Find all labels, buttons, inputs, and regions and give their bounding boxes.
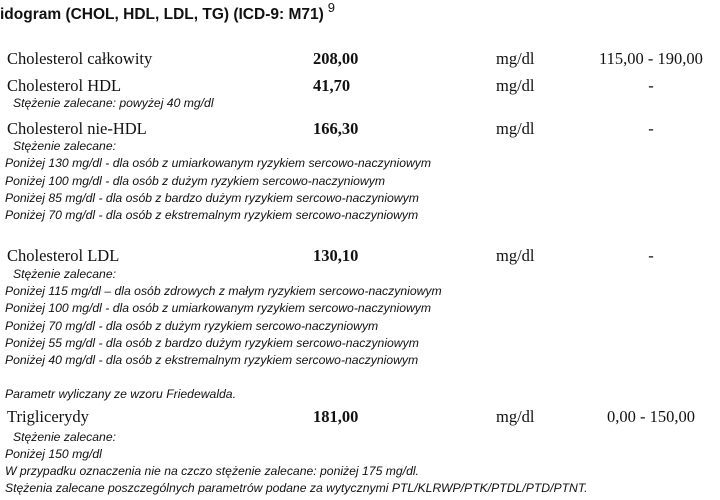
parameter-unit: mg/dl — [496, 49, 535, 68]
recommendation-note: Poniżej 150 mg/dl — [5, 447, 102, 461]
recommendation-note: Poniżej 115 mg/dl – dla osób zdrowych z małym ryzykiem sercowo-naczyniowym — [5, 284, 442, 298]
parameter-name: Cholesterol nie-HDL — [7, 119, 147, 138]
parameter-name: Triglicerydy — [7, 407, 89, 426]
reference-range: - — [648, 76, 654, 95]
parameter-name: Cholesterol całkowity — [7, 49, 153, 68]
recommendation-note: Poniżej 100 mg/dl - dla osób z umiarkowanym ryzykiem sercowo-naczyniowym — [5, 301, 432, 315]
panel-title — [0, 0, 335, 24]
reference-range: 115,00 - 190,00 — [599, 49, 703, 68]
recommendation-note-heading: Stężenie zalecane: — [13, 139, 116, 153]
recommendation-note: Poniżej 85 mg/dl - dla osób z bardzo dużym ryzykiem sercowo-naczyniowym — [5, 191, 419, 205]
result-row-cholesterol-ldl — [0, 246, 720, 266]
panel-title-text: idogram (CHOL, HDL, LDL, TG) (ICD-9: M71) — [0, 6, 324, 23]
result-row-cholesterol-non-hdl — [0, 119, 720, 139]
result-row-triglycerides — [0, 407, 720, 427]
result-row-cholesterol-total — [0, 49, 720, 69]
parameter-value: 181,00 — [313, 407, 359, 426]
parameter-unit: mg/dl — [496, 407, 535, 426]
calculation-method-note: Parametr wyliczany ze wzoru Friedewalda. — [5, 387, 236, 401]
recommendation-note: Poniżej 70 mg/dl - dla osób z dużym ryzykiem sercowo-naczyniowym — [5, 319, 379, 333]
parameter-value: 130,10 — [313, 246, 359, 265]
recommendation-note: Poniżej 70 mg/dl - dla osób z ekstremalnym ryzykiem sercowo-naczyniowym — [5, 208, 419, 222]
recommendation-note: Poniżej 40 mg/dl - dla osób z ekstremalnym ryzykiem sercowo-naczyniowym — [5, 353, 419, 367]
parameter-name: Cholesterol LDL — [7, 246, 120, 265]
guidelines-note: Stężenia zalecane poszczególnych parametrów podane za wytycznymi PTL/KLRWP/PTK/PTDL/PTD/PTNT. — [5, 481, 588, 495]
recommendation-note: W przypadku oznaczenia nie na czczo stężenie zalecane: poniżej 175 mg/dl. — [5, 464, 419, 478]
parameter-unit: mg/dl — [496, 119, 535, 138]
parameter-unit: mg/dl — [496, 246, 535, 265]
result-row-cholesterol-hdl — [0, 76, 720, 96]
recommendation-note-heading: Stężenie zalecane: — [13, 267, 116, 281]
recommendation-note: Stężenie zalecane: powyżej 40 mg/dl — [13, 96, 214, 110]
recommendation-note-heading: Stężenie zalecane: — [13, 430, 116, 444]
footnote-marker: 9 — [327, 0, 335, 15]
parameter-name: Cholesterol HDL — [7, 76, 122, 95]
recommendation-note: Poniżej 130 mg/dl - dla osób z umiarkowanym ryzykiem sercowo-naczyniowym — [5, 156, 432, 170]
parameter-unit: mg/dl — [496, 76, 535, 95]
parameter-value: 166,30 — [313, 119, 359, 138]
recommendation-note: Poniżej 100 mg/dl - dla osób z dużym ryzykiem sercowo-naczyniowym — [5, 174, 385, 188]
parameter-value: 41,70 — [313, 76, 351, 95]
recommendation-note: Poniżej 55 mg/dl - dla osób z bardzo dużym ryzykiem sercowo-naczyniowym — [5, 336, 419, 350]
reference-range: - — [648, 119, 654, 138]
parameter-value: 208,00 — [313, 49, 359, 68]
reference-range: 0,00 - 150,00 — [607, 407, 695, 426]
reference-range: - — [648, 246, 654, 265]
